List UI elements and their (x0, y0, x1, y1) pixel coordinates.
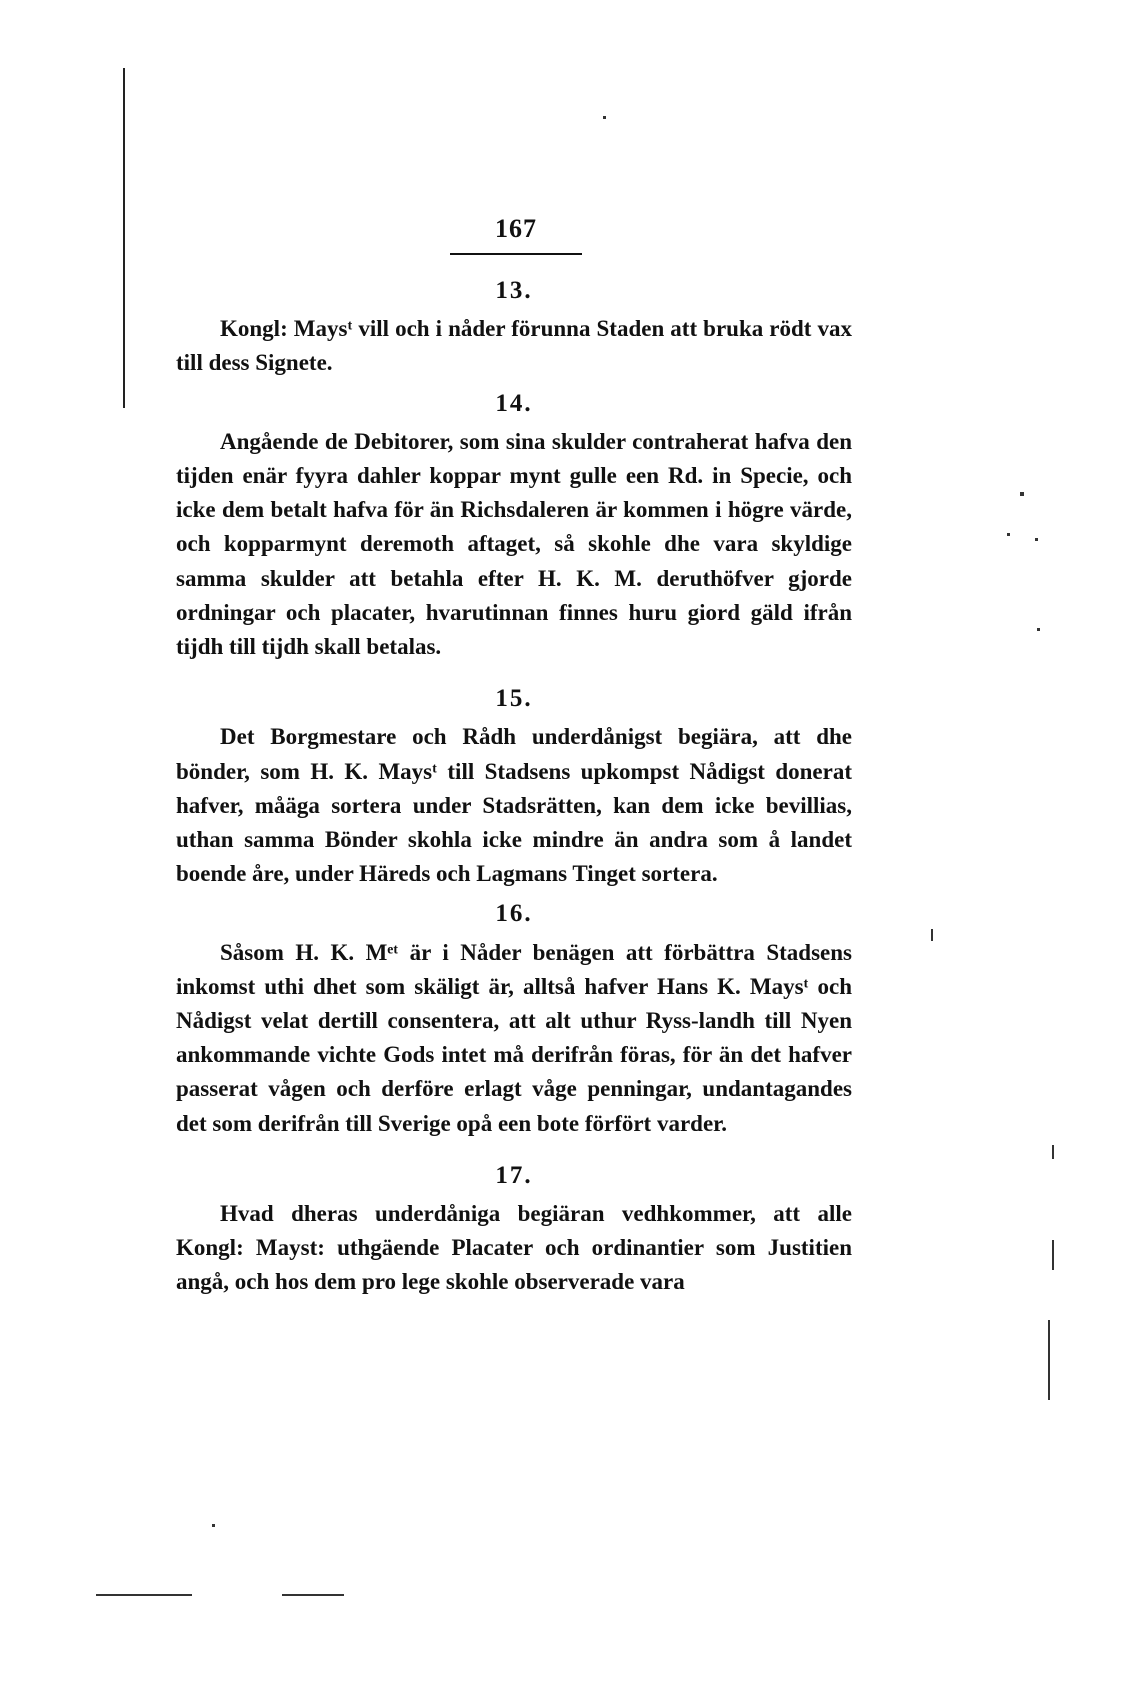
section-paragraph: Hvad dheras underdåniga begiäran vedhkommer, att alle Kongl: Mayst: uthgäende Placater och ordinantier som Justitien angå, och hos dem pro lege skohle observerade vara (176, 1201, 852, 1295)
section-number: 16. (495, 900, 533, 928)
page-number: 167 (495, 214, 537, 243)
section-paragraph: Det Borgmestare och Rådh underdånigst begiära, att dhe bönder, som H. K. Maysᵗ till Stadsens upkompst Nådigst donerat hafver, måäga sortera under Stadsrätten, kan dem icke bevillias, uthan samma Bönder skohla icke mindre än andra som å landet boende åre, under Häreds och Lagmans Tinget sortera. (176, 724, 852, 887)
page-number-rule (450, 253, 582, 255)
section-number: 14. (495, 389, 533, 417)
section-number: 15. (495, 685, 533, 713)
scan-margin-line (123, 68, 125, 408)
scan-speck (1020, 492, 1024, 496)
section-number: 17. (495, 1161, 533, 1189)
scan-bottom-mark (96, 1594, 192, 1596)
scan-speck (1052, 1145, 1054, 1159)
section-paragraph: Angående de Debitorer, som sina skulder contraherat hafva den tijden enär fyyra dahler koppar mynt gulle een Rd. in Specie, och icke dem betalt hafva för än Richsdaleren är kommen i högre värde, och kopparmynt deremoth aftaget, så skohle dhe vara skyldige samma skulder att betahla efter H. K. M. deruthöfver gjorde ordningar och placater, hvarutinnan finnes huru giord gäld ifrån tijdh till tijdh skall betalas. (176, 428, 852, 660)
scan-speck (1007, 533, 1010, 536)
section-paragraph: Kongl: Maysᵗ vill och i nåder förunna Staden att bruka rödt vax till dess Signete. (176, 316, 852, 376)
section-paragraph: Såsom H. K. Mᵉᵗ är i Nåder benägen att förbättra Stadsens inkomst uthi dhet som skäligt är, alltså hafver Hans K. Maysᵗ och Nådigst velat dertill consentera, att alt uthur Ryss-landh till Nyen ankommande vichte Gods intet må derifrån föras, för än det hafver passerat vågen och derföre erlagt våge penningar, undantagandes det som derifrån till Sverige opå een bote förfört varder. (176, 939, 852, 1136)
scan-speck (1035, 538, 1038, 541)
scan-speck (1052, 1240, 1054, 1270)
scan-speck (212, 1524, 215, 1527)
scan-speck (1048, 1320, 1050, 1400)
scan-speck (1037, 628, 1040, 631)
page-body (176, 268, 852, 1300)
section-number: 13. (495, 277, 533, 304)
scan-speck (603, 116, 606, 119)
scan-speck (931, 929, 933, 941)
scan-bottom-mark (282, 1594, 344, 1596)
